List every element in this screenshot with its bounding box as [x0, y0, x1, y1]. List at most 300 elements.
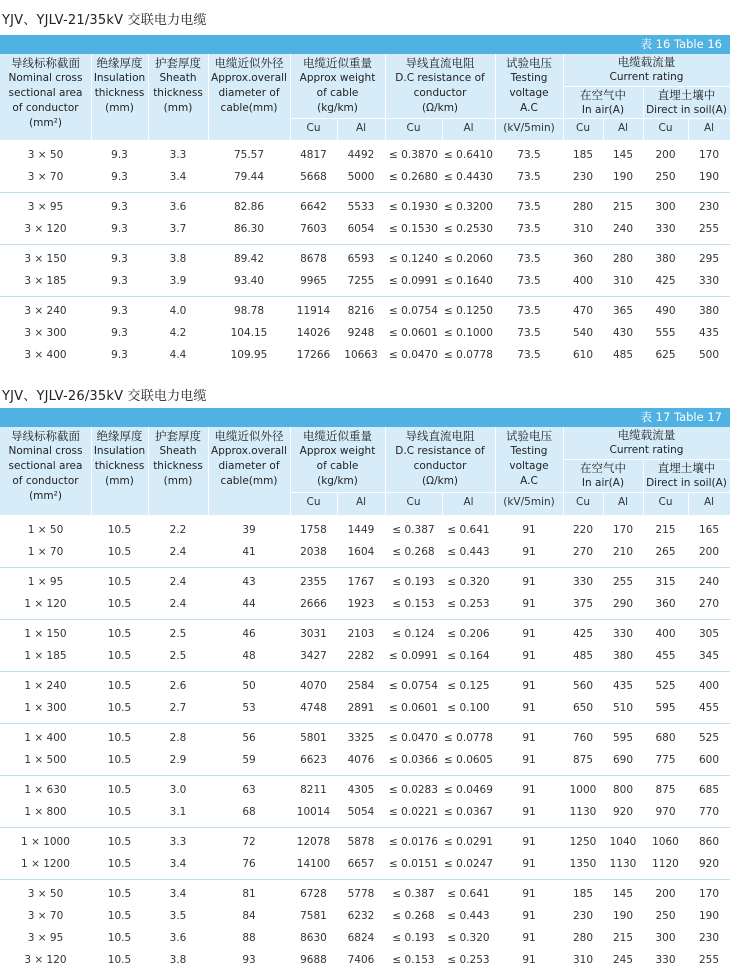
- diameter-header-line: 电缆近似外径: [214, 56, 284, 70]
- table-cell: 3.4: [169, 858, 187, 870]
- table-cell: 48: [242, 650, 256, 662]
- table-cell: 73.5: [517, 349, 541, 361]
- table-cell: 1 × 240: [24, 680, 67, 692]
- table-cell: 455: [698, 702, 720, 714]
- table-cell: 10.5: [107, 546, 132, 558]
- soil-header-line: 直埋土壤中: [657, 461, 716, 475]
- table-cell: 190: [612, 910, 634, 922]
- al-subheader: Al: [617, 122, 629, 134]
- table-cell: 4748: [300, 702, 327, 714]
- table-cell: 3.6: [169, 932, 187, 944]
- table-cell: 860: [698, 836, 720, 848]
- table-cell: ≤ 0.0991: [389, 650, 438, 662]
- table-cell: 5054: [347, 806, 375, 818]
- table-cell: 109.95: [230, 349, 268, 361]
- table-cell: 2038: [300, 546, 327, 558]
- table-cell: 2.5: [169, 650, 187, 662]
- table-cell: 8678: [300, 253, 327, 265]
- table-cell: 76: [242, 858, 256, 870]
- table-cell: ≤ 0.0151: [389, 858, 438, 870]
- table-cell: ≤ 0.443: [447, 546, 490, 558]
- table-cell: 3031: [300, 628, 327, 640]
- weight-header: [290, 429, 385, 489]
- table-cell: 10.5: [107, 888, 132, 900]
- insulation-header-line: (mm): [105, 102, 134, 114]
- voltage-header-line: A.C: [520, 475, 538, 487]
- table-cell: 41: [242, 546, 256, 558]
- current-header-line: Current rating: [609, 71, 684, 83]
- table-cell: 770: [698, 806, 720, 818]
- table-cell: 3.8: [169, 954, 187, 966]
- table-cell: 2.4: [169, 546, 187, 558]
- table-cell: 10.5: [107, 784, 132, 796]
- table-cell: 10.5: [107, 524, 132, 536]
- table-cell: 73.5: [517, 171, 541, 183]
- diameter-header-line: diameter of: [218, 460, 280, 472]
- table-cell: 91: [522, 754, 536, 766]
- table-cell: 91: [522, 836, 536, 848]
- table-cell: 3.3: [169, 836, 187, 848]
- voltage-header-line: Testing: [510, 445, 548, 457]
- table-row: [0, 571, 730, 593]
- table-cell: 4492: [347, 149, 375, 161]
- al-subheader: Al: [355, 122, 367, 134]
- table-cell: 3 × 70: [27, 910, 64, 922]
- voltage-header: [495, 429, 563, 489]
- table-cell: 79.44: [233, 171, 265, 183]
- table-row: [0, 727, 730, 749]
- table-cell: 1000: [569, 784, 597, 796]
- table-cell: 50: [242, 680, 256, 692]
- insulation-header-line: 绝缘厚度: [96, 429, 143, 443]
- table-cell: ≤ 0.387: [392, 888, 435, 900]
- table-row: [0, 905, 730, 927]
- table-title: YJV、YJLV-26/35kV 交联电力电缆: [2, 389, 207, 404]
- table-cell: 3.1: [169, 806, 187, 818]
- table-cell: 270: [572, 546, 594, 558]
- table-cell: 86.30: [233, 223, 265, 235]
- sheath-header-line: 护套厚度: [155, 429, 201, 443]
- table-cell: 91: [522, 910, 536, 922]
- table-cell: 3.0: [169, 784, 187, 796]
- table-cell: 6593: [347, 253, 375, 265]
- table-cell: ≤ 0.0991: [389, 275, 438, 287]
- cu-subheader: Cu: [576, 496, 590, 508]
- table-cell: 525: [655, 680, 676, 692]
- weight-header-line: Approx weight: [299, 445, 376, 457]
- table-cell: 3 × 185: [24, 275, 67, 287]
- table-cell: 9248: [347, 327, 375, 339]
- table-cell: 200: [655, 149, 676, 161]
- table-cell: 435: [612, 680, 634, 692]
- conductor-header-line: Nominal cross: [8, 72, 83, 84]
- table-cell: 875: [655, 784, 676, 796]
- header-divider: [290, 492, 563, 493]
- table-cell: 5801: [300, 732, 327, 744]
- table-cell: 1767: [347, 576, 375, 588]
- table-cell: 775: [655, 754, 676, 766]
- table-row: [0, 927, 730, 949]
- table-cell: 10.5: [107, 754, 132, 766]
- table-cell: 8630: [300, 932, 327, 944]
- table-cell: 215: [612, 201, 634, 213]
- table-cell: 455: [655, 650, 676, 662]
- table-cell: ≤ 0.0754: [389, 680, 438, 692]
- table-cell: 345: [698, 650, 720, 662]
- table-cell: 470: [572, 305, 594, 317]
- table-cell: 10.5: [107, 576, 132, 588]
- table-row: [0, 779, 730, 801]
- resistance-header-line: 导线直流电阻: [405, 56, 475, 70]
- weight-header-line: Approx weight: [299, 72, 376, 84]
- table-cell: 59: [242, 754, 256, 766]
- conductor-header-line: (mm²): [29, 117, 62, 129]
- table-cell: 2.4: [169, 598, 187, 610]
- table-row: [0, 883, 730, 905]
- table-cell: 7406: [347, 954, 375, 966]
- table-label: 表 16 Table 16: [640, 37, 722, 51]
- table-cell: 72: [242, 836, 256, 848]
- table-cell: ≤ 0.1930: [389, 201, 438, 213]
- table-cell: 1040: [609, 836, 637, 848]
- table-cell: 190: [698, 910, 720, 922]
- table-cell: 91: [522, 524, 536, 536]
- table-cell: 2.8: [169, 732, 187, 744]
- table-cell: 9.3: [111, 149, 128, 161]
- conductor-header-line: sectional area: [8, 460, 83, 472]
- weight-header-line: (kg/km): [317, 475, 358, 487]
- table-cell: 10.5: [107, 702, 132, 714]
- diameter-header-line: 电缆近似外径: [214, 429, 284, 443]
- table-row: [0, 645, 730, 667]
- table-cell: 230: [698, 201, 720, 213]
- sheath-header: [148, 56, 208, 116]
- table-cell: 315: [655, 576, 676, 588]
- table-cell: 490: [655, 305, 676, 317]
- table-cell: 17266: [296, 349, 331, 361]
- table-cell: 170: [612, 524, 634, 536]
- table-cell: 255: [698, 954, 720, 966]
- table-cell: 170: [698, 149, 720, 161]
- table-cell: 485: [612, 349, 634, 361]
- table-cell: 500: [698, 349, 720, 361]
- conductor-header: [0, 429, 91, 504]
- group-separator: [0, 775, 730, 776]
- table-cell: 485: [572, 650, 594, 662]
- voltage-header-line: Testing: [510, 72, 548, 84]
- table-cell: ≤ 0.153: [392, 954, 435, 966]
- table-cell: 44: [242, 598, 256, 610]
- table-row: [0, 697, 730, 719]
- soil-header-line: Direct in soil(A): [646, 477, 727, 489]
- table-cell: 3.7: [169, 223, 187, 235]
- table-cell: ≤ 0.0754: [389, 305, 438, 317]
- table-cell: 73.5: [517, 253, 541, 265]
- table-cell: 4817: [300, 149, 327, 161]
- table-cell: 3.4: [169, 171, 187, 183]
- table-cell: ≤ 0.0221: [389, 806, 438, 818]
- table-cell: 240: [612, 223, 634, 235]
- table-cell: 380: [698, 305, 720, 317]
- table-cell: 290: [612, 598, 634, 610]
- table-cell: 250: [655, 171, 676, 183]
- table-cell: 63: [242, 784, 256, 796]
- diameter-header: [208, 429, 290, 489]
- table-cell: 430: [612, 327, 634, 339]
- table-cell: 165: [698, 524, 720, 536]
- header-divider: [563, 118, 730, 119]
- table-cell: 245: [612, 954, 634, 966]
- table-cell: 10.5: [107, 932, 132, 944]
- table-cell: 1 × 120: [24, 598, 67, 610]
- table-cell: 1130: [569, 806, 597, 818]
- table-cell: 91: [522, 888, 536, 900]
- soil-header-line: 直埋土壤中: [657, 88, 716, 102]
- cu-subheader: Cu: [406, 496, 421, 508]
- table-cell: ≤ 0.193: [392, 576, 435, 588]
- table-cell: 39: [242, 524, 256, 536]
- table-cell: ≤ 0.124: [392, 628, 435, 640]
- table-cell: 9.3: [111, 275, 128, 287]
- table-cell: 2.9: [169, 754, 187, 766]
- table-cell: 300: [655, 201, 676, 213]
- table-cell: 1 × 800: [24, 806, 67, 818]
- table-cell: ≤ 0.0605: [444, 754, 493, 766]
- table-cell: ≤ 0.253: [447, 954, 490, 966]
- table-cell: 10.5: [107, 836, 132, 848]
- resistance-header-line: (Ω/km): [421, 475, 459, 487]
- table-cell: 1 × 50: [27, 524, 64, 536]
- group-separator: [0, 192, 730, 193]
- sheath-header-line: thickness: [153, 460, 203, 472]
- table-cell: ≤ 0.0247: [444, 858, 493, 870]
- table-cell: 525: [698, 732, 720, 744]
- table-cell: 920: [698, 858, 720, 870]
- table-cell: 425: [572, 628, 594, 640]
- table-cell: 365: [612, 305, 634, 317]
- table-cell: 91: [522, 932, 536, 944]
- resistance-header-line: conductor: [413, 460, 467, 472]
- table-cell: 375: [572, 598, 594, 610]
- sheath-header-line: 护套厚度: [155, 56, 201, 70]
- soil-header-line: Direct in soil(A): [646, 104, 727, 116]
- conductor-header-line: 导线标称截面: [11, 429, 80, 443]
- header-divider: [563, 492, 730, 493]
- current-header-line: 电缆载流量: [617, 428, 676, 442]
- table-cell: 595: [612, 732, 634, 744]
- table-cell: 5533: [347, 201, 375, 213]
- table-cell: 330: [655, 223, 676, 235]
- voltage-header-line: voltage: [509, 87, 549, 99]
- table-cell: 1 × 1200: [21, 858, 70, 870]
- group-separator: [0, 244, 730, 245]
- table-cell: 1250: [569, 836, 597, 848]
- sheath-header-line: (mm): [163, 475, 193, 487]
- table-cell: 230: [572, 171, 594, 183]
- table-cell: 3 × 150: [24, 253, 67, 265]
- table-cell: 9965: [300, 275, 327, 287]
- table-cell: 280: [612, 253, 634, 265]
- table-cell: ≤ 0.1240: [389, 253, 438, 265]
- table-cell: 11914: [296, 305, 331, 317]
- table-cell: ≤ 0.253: [447, 598, 490, 610]
- table-cell: 3.4: [169, 888, 187, 900]
- table-cell: 380: [655, 253, 676, 265]
- weight-header: [290, 56, 385, 116]
- table-cell: 230: [572, 910, 594, 922]
- al-subheader: Al: [703, 122, 715, 134]
- table-cell: 310: [572, 954, 594, 966]
- table-cell: 3 × 400: [24, 349, 67, 361]
- table-cell: 3.6: [169, 201, 187, 213]
- table-cell: 91: [522, 732, 536, 744]
- air-header-line: In air(A): [581, 477, 625, 489]
- current-header: [563, 428, 730, 458]
- insulation-header-line: thickness: [94, 87, 145, 99]
- table-row: [0, 248, 730, 270]
- soil-header: [643, 88, 730, 118]
- table-cell: 6623: [300, 754, 327, 766]
- table-cell: 4305: [347, 784, 375, 796]
- weight-header-line: of cable: [316, 87, 359, 99]
- conductor-header-line: of conductor: [12, 475, 79, 487]
- diameter-header-line: Approx.overall: [211, 72, 287, 84]
- table-row: [0, 270, 730, 292]
- table-cell: 1 × 95: [27, 576, 64, 588]
- table-cell: ≤ 0.6410: [444, 149, 493, 161]
- table-cell: 1 × 150: [24, 628, 67, 640]
- table-cell: 10.5: [107, 598, 132, 610]
- group-separator: [0, 567, 730, 568]
- table-cell: 56: [242, 732, 256, 744]
- weight-header-line: 电缆近似重量: [303, 429, 372, 443]
- conductor-header-line: Nominal cross: [8, 445, 83, 457]
- table-cell: 800: [612, 784, 634, 796]
- table-cell: 82.86: [233, 201, 265, 213]
- table-cell: 1 × 1000: [21, 836, 70, 848]
- table-cell: 330: [655, 954, 676, 966]
- table-cell: 1120: [652, 858, 679, 870]
- sheath-header-line: Sheath: [159, 72, 197, 84]
- insulation-header-line: (mm): [105, 475, 134, 487]
- table-cell: ≤ 0.0778: [444, 349, 493, 361]
- table-cell: 5000: [347, 171, 375, 183]
- table-cell: 680: [655, 732, 676, 744]
- cu-subheader: Cu: [658, 122, 673, 134]
- table-cell: 305: [698, 628, 720, 640]
- header-divider: [563, 459, 730, 460]
- table-cell: 3427: [300, 650, 327, 662]
- table-cell: ≤ 0.641: [447, 524, 490, 536]
- table-cell: 68: [242, 806, 256, 818]
- table-cell: 300: [655, 932, 676, 944]
- table-cell: 75.57: [233, 149, 265, 161]
- table-cell: ≤ 0.0367: [444, 806, 493, 818]
- table-cell: 1130: [609, 858, 637, 870]
- table-cell: ≤ 0.0470: [389, 732, 438, 744]
- sheath-header: [148, 429, 208, 489]
- current-header-line: Current rating: [609, 444, 684, 456]
- table-cell: 185: [572, 888, 594, 900]
- table-cell: 91: [522, 806, 536, 818]
- al-subheader: Al: [703, 496, 715, 508]
- table-cell: 310: [612, 275, 634, 287]
- table-cell: 425: [655, 275, 676, 287]
- table-cell: 4.4: [169, 349, 187, 361]
- group-separator: [0, 723, 730, 724]
- table-cell: 73.5: [517, 305, 541, 317]
- table-cell: 3.5: [169, 910, 187, 922]
- table-cell: ≤ 0.3870: [389, 149, 438, 161]
- table-cell: 270: [698, 598, 720, 610]
- insulation-header-line: 绝缘厚度: [96, 56, 143, 70]
- cu-subheader: Cu: [576, 122, 590, 134]
- table-label: 表 17 Table 17: [640, 410, 722, 424]
- table-cell: 10663: [344, 349, 378, 361]
- table-cell: 3.9: [169, 275, 187, 287]
- table-cell: 190: [698, 171, 720, 183]
- table-cell: 215: [655, 524, 676, 536]
- table-cell: 3 × 120: [24, 223, 67, 235]
- insulation-header-line: Insulation: [93, 445, 146, 457]
- table-cell: 91: [522, 628, 536, 640]
- table-cell: 91: [522, 680, 536, 692]
- table-cell: 3325: [347, 732, 375, 744]
- table-cell: 1350: [569, 858, 597, 870]
- table-cell: 10.5: [107, 680, 132, 692]
- table-cell: 2.5: [169, 628, 187, 640]
- table-cell: 3 × 50: [27, 888, 64, 900]
- table-cell: 280: [572, 201, 594, 213]
- table-row: [0, 623, 730, 645]
- table-cell: 9.3: [111, 327, 128, 339]
- table-cell: 3.3: [169, 149, 187, 161]
- table-cell: 73.5: [517, 327, 541, 339]
- conductor-header-line: (mm²): [29, 490, 62, 502]
- resistance-header-line: 导线直流电阻: [405, 429, 475, 443]
- table-cell: 2.7: [169, 702, 187, 714]
- table-cell: ≤ 0.2060: [444, 253, 493, 265]
- table-cell: ≤ 0.164: [447, 650, 490, 662]
- table-cell: 91: [522, 598, 536, 610]
- insulation-header: [91, 429, 148, 489]
- resistance-header-line: conductor: [413, 87, 467, 99]
- resistance-header-line: (Ω/km): [421, 102, 459, 114]
- table-cell: 2282: [347, 650, 375, 662]
- table-cell: 9.3: [111, 201, 128, 213]
- table-row: [0, 344, 730, 366]
- insulation-header-line: thickness: [94, 460, 145, 472]
- table-cell: 73.5: [517, 201, 541, 213]
- table-cell: 3 × 120: [24, 954, 67, 966]
- table-cell: 9.3: [111, 253, 128, 265]
- table-cell: 280: [572, 932, 594, 944]
- al-subheader: Al: [463, 122, 474, 134]
- table-cell: 2103: [347, 628, 375, 640]
- diameter-header-line: Approx.overall: [211, 445, 287, 457]
- table-cell: ≤ 0.0291: [444, 836, 493, 848]
- table-cell: 2.2: [169, 524, 187, 536]
- cu-subheader: Cu: [306, 496, 321, 508]
- table-cell: 9.3: [111, 349, 128, 361]
- table-cell: 200: [698, 546, 720, 558]
- voltage-unit: (kV/5min): [503, 122, 555, 134]
- conductor-header-line: 导线标称截面: [11, 56, 80, 70]
- table-cell: 2.6: [169, 680, 187, 692]
- table-cell: 7603: [300, 223, 327, 235]
- table-cell: 14026: [296, 327, 331, 339]
- table-cell: 560: [572, 680, 594, 692]
